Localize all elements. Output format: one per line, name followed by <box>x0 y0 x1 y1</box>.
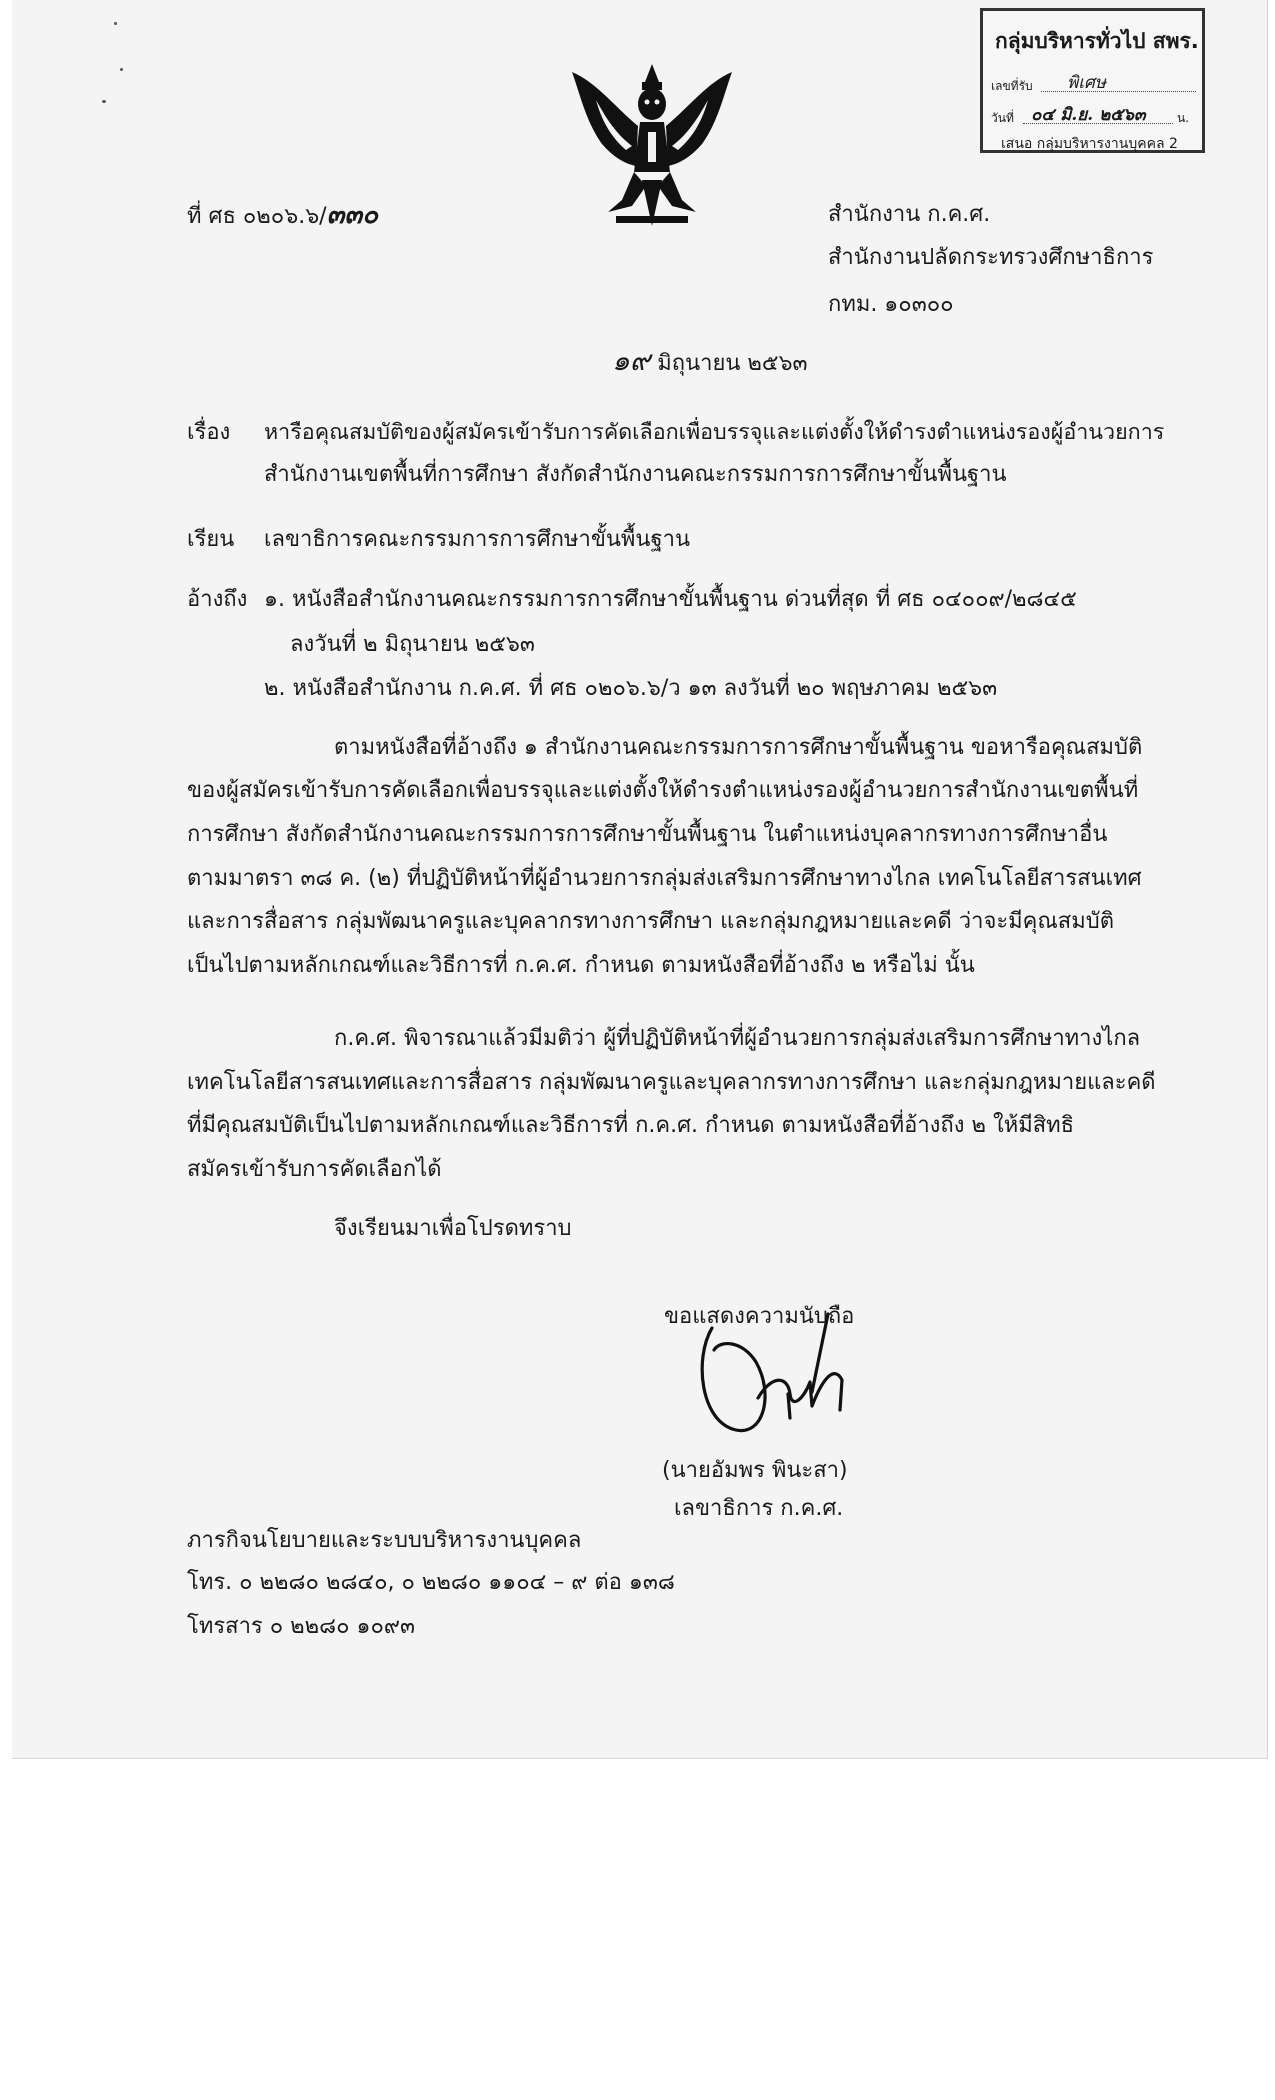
footer-department: ภารกิจนโยบายและระบบบริหารงานบุคคล <box>187 1528 582 1553</box>
stamp-receipt-label: เลขที่รับ <box>991 79 1033 93</box>
closing-line: จึงเรียนมาเพื่อโปรดทราบ <box>334 1216 572 1241</box>
reference-item-1-line-2: ลงวันที่ ๒ มิถุนายน ๒๕๖๓ <box>290 632 535 657</box>
para1-line: ตามมาตรา ๓๘ ค. (๒) ที่ปฏิบัติหน้าที่ผู้อำนวยการกลุ่มส่งเสริมการศึกษาทางไกล เทคโนโลยีสารสนเทศ <box>187 866 1142 891</box>
scan-speck <box>114 22 117 25</box>
stamp-date-value: ๐๔ มิ.ย. ๒๕๖๓ <box>1031 105 1146 125</box>
regards-text: ขอแสดงความนับถือ <box>664 1304 855 1329</box>
letter-date <box>612 346 808 379</box>
para2-line: ที่มีคุณสมบัติเป็นไปตามหลักเกณฑ์และวิธีการที่ ก.ค.ศ. กำหนด ตามหนังสือที่อ้างถึง ๒ ให้มีสิทธิ <box>187 1113 1075 1138</box>
garuda-emblem <box>562 60 742 235</box>
reference-item-2: ๒. หนังสือสำนักงาน ก.ค.ศ. ที่ ศธ ๐๒๐๖.๖/ว ๑๓ ลงวันที่ ๒๐ พฤษภาคม ๒๕๖๓ <box>264 676 998 701</box>
subject-line-2: สำนักงานเขตพื้นที่การศึกษา สังกัดสำนักงานคณะกรรมการการศึกษาขั้นพื้นฐาน <box>264 462 1007 487</box>
para1-line: ตามหนังสือที่อ้างถึง ๑ สำนักงานคณะกรรมการการศึกษาขั้นพื้นฐาน ขอหารือคุณสมบัติ <box>334 735 1143 760</box>
scan-speck <box>120 68 123 71</box>
signer-title: เลขาธิการ ก.ค.ศ. <box>674 1496 844 1521</box>
scan-speck <box>102 100 106 103</box>
handwritten-signature <box>692 1310 872 1440</box>
receipt-stamp <box>980 8 1205 153</box>
para1-line: เป็นไปตามหลักเกณฑ์และวิธีการที่ ก.ค.ศ. กำหนด ตามหนังสือที่อ้างถึง ๒ หรือไม่ นั้น <box>187 953 975 978</box>
subject-label: เรื่อง <box>187 420 231 445</box>
date-day-handwritten: ๑๙ <box>612 344 651 377</box>
references-label: อ้างถึง <box>187 587 248 612</box>
office-line-2: สำนักงานปลัดกระทรวงศึกษาธิการ <box>828 245 1154 270</box>
signer-name: (นายอัมพร พินะสา) <box>662 1458 848 1483</box>
reference-prefix: ที่ ศธ ๐๒๐๖.๖/ <box>187 204 327 229</box>
recipient-label: เรียน <box>187 527 235 552</box>
para2-line: เทคโนโลยีสารสนเทศและการสื่อสาร กลุ่มพัฒนาครูและบุคลากรทางการศึกษา และกลุ่มกฎหมายและคดี <box>187 1070 1156 1095</box>
recipient-text: เลขาธิการคณะกรรมการการศึกษาขั้นพื้นฐาน <box>264 527 690 552</box>
para2-line: สมัครเข้ารับการคัดเลือกได้ <box>187 1157 442 1182</box>
stamp-forward-label: เสนอ กลุ่มบริหารงานบุคคล 2 <box>1001 136 1178 152</box>
stamp-time-label: น. <box>1177 111 1190 125</box>
stamp-receipt-value: พิเศษ <box>1067 73 1107 93</box>
stamp-date-label: วันที่ <box>991 111 1014 125</box>
reference-number <box>187 200 378 232</box>
stamp-title: กลุ่มบริหารทั่วไป สพร. <box>995 29 1199 53</box>
para1-line: การศึกษา สังกัดสำนักงานคณะกรรมการการศึกษาขั้นพื้นฐาน ในตำแหน่งบุคลากรทางการศึกษาอื่น <box>187 822 1108 847</box>
document-sheet <box>12 0 1268 1759</box>
para1-line: ของผู้สมัครเข้ารับการคัดเลือกเพื่อบรรจุและแต่งตั้งให้ดำรงตำแหน่งรองผู้อำนวยการสำนักงานเขตพื้นที่ <box>187 778 1139 803</box>
office-line-3: กทม. ๑๐๓๐๐ <box>828 292 954 317</box>
para2-line: ก.ค.ศ. พิจารณาแล้วมีมติว่า ผู้ที่ปฏิบัติหน้าที่ผู้อำนวยการกลุ่มส่งเสริมการศึกษาทางไกล <box>334 1026 1141 1051</box>
footer-fax: โทรสาร ๐ ๒๒๘๐ ๑๐๙๓ <box>187 1614 416 1639</box>
office-line-1: สำนักงาน ก.ค.ศ. <box>828 202 991 227</box>
reference-item-1-line-1: ๑. หนังสือสำนักงานคณะกรรมการการศึกษาขั้นพื้นฐาน ด่วนที่สุด ที่ ศธ ๐๔๐๐๙/๒๘๔๕ <box>264 587 1077 612</box>
date-month-year: มิถุนายน ๒๕๖๓ <box>657 351 808 376</box>
para1-line: และการสื่อสาร กลุ่มพัฒนาครูและบุคลากรทางการศึกษา และกลุ่มกฎหมายและคดี ว่าจะมีคุณสมบัติ <box>187 909 1114 934</box>
footer-phone: โทร. ๐ ๒๒๘๐ ๒๘๔๐, ๐ ๒๒๘๐ ๑๑๐๔ – ๙ ต่อ ๑๓๘ <box>187 1570 675 1595</box>
subject-line-1: หารือคุณสมบัติของผู้สมัครเข้ารับการคัดเลือกเพื่อบรรจุและแต่งตั้งให้ดำรงตำแหน่งรองผู้อำนวยการ <box>264 420 1165 445</box>
reference-handwritten-number: ๓๓๐ <box>326 200 378 230</box>
